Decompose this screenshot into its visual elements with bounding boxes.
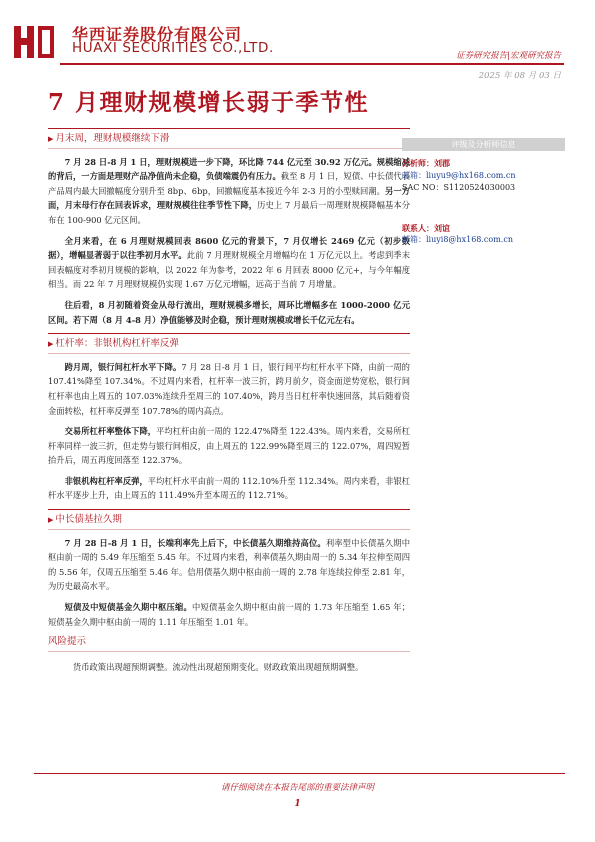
paragraph: 往后看，8 月初随着资金从母行流出，理财规模多增长，周环比增幅多在 1000-2000 亿元区间。若下周（8 月 4-8 月）净值能够及时企稳，预计理财规模或增长千亿元左右。	[48, 299, 410, 325]
header-divider	[60, 63, 564, 65]
risk-text: 货币政策出现超预期调整。流动性出现超预期变化。财政政策出现超预期调整。	[72, 661, 364, 672]
paragraph: 交易所杠杆率整体下降，平均杠杆由前一周的 122.47%降至 122.43%。周内来看，交易所杠杆率同样一波三折，但走势与银行间相反，由上周五的 122.99%降至周三的 122.07%，周四短暂抬升后，周五再度回落至 122.37%。	[48, 426, 410, 466]
analyst-email[interactable]: 邮箱：liuyu9@hx168.com.cn	[402, 170, 516, 180]
triangle-icon: ▶	[48, 135, 54, 143]
report-date: 2025 年 08 月 03 日	[478, 71, 561, 81]
paragraph: 非银机构杠杆率反弹，平均杠杆水平由前一周的 112.10%升至 112.34%。周内来看，非银杠杆水平逐步上升，由上周五的 111.49%升至本周五的 112.71%。	[48, 475, 410, 501]
section-heading: ▶ 杠杆率：非银机构杠杆率反弹	[48, 333, 410, 354]
section-heading: ▶ 中长债基拉久期	[48, 509, 410, 530]
contact-email[interactable]: 邮箱：liuyi8@hx168.com.cn	[402, 235, 513, 244]
contact-name: 联系人：刘谊	[402, 222, 450, 233]
brand-name-cn: 华西证券股份有限公司	[72, 25, 243, 44]
analyst-name: 分析师：刘郡	[402, 158, 450, 168]
triangle-icon: ▶	[48, 340, 54, 349]
brand-name-en: HUAXI SECURITIES CO.,LTD.	[72, 40, 274, 56]
sac-number: SAC NO：S1120524030003	[402, 183, 516, 192]
risk-heading: 风险提示	[48, 635, 410, 652]
analyst-sidebar	[402, 138, 565, 247]
page-number: 1	[294, 799, 301, 809]
huaxi-logo-icon	[14, 26, 54, 58]
sidebar-heading: 评级及分析师信息	[402, 138, 565, 151]
paragraph: 7 月 28 日-8 月 1 日，理财规模进一步下降，环比降 744 亿元至 30.92 万亿元。规模缩减的背后，一方面是理财产品净值尚未企稳，负债端震仍有压力。截至 8 月 1 日，短债、中长债代表产品周内最大回撤幅度分别升至 8bp、6bp，回撤幅度基本接近今年 2-3 月的小型赎回潮。另一方面，月末母行存在回表诉求，理财规模往往季节性下降，历史上 7 月最后一周理财规模降幅基本分布在 100-900 亿元区间。	[48, 156, 410, 225]
triangle-icon: ▶	[48, 516, 54, 525]
footer-divider	[34, 773, 565, 774]
page-title: 7 月理财规模增长弱于季节性	[48, 89, 370, 116]
main-content	[48, 128, 410, 674]
section-heading: ▶ 月末周，理财规模继续下滑	[48, 128, 410, 149]
paragraph: 7 月 28 日-8 月 1 日，长端利率先上后下，中长债基久期维持高位。利率型中长债基久期中枢由前一周的 5.49 年压缩至 5.45 年。不过周内来看，利率债基久期由周一的 5.34 年拉伸至周四的 5.56 年，仅周五压缩至 5.46 年。信用债基久期中枢由前一周的 2.78 年连续拉伸至 2.81 年，为历史最高水平。	[48, 537, 410, 592]
paragraph: 跨月周，银行间杠杆水平下降。7 月 28 日-8 月 1 日，银行间平均杠杆水平下降，由前一周的 107.41%降至 107.34%。不过周内来看，杠杆率一波三折，跨月前夕，资金面逆势宽松，银行间杠杆率也由上周五的 107.03%连续升至周三的 107.40%，跨月当日杠杆率快速回落，其后随着资金面转松，杠杆率反弹至 107.78%的周内高点。	[48, 361, 410, 416]
report-type: 证券研究报告|宏观研究报告	[456, 51, 561, 61]
legal-notice: 请仔细阅读在本报告尾部的重要法律声明	[220, 783, 374, 793]
paragraph: 全月来看，在 6 月理财规模回表 8600 亿元的背景下，7 月仅增长 2469 亿元（初步数据），增幅显著弱于以往季初月水平。此前 7 月理财规模全月增幅均在 1 万亿元以上。考虑到季末回表幅度对季初月规模的影响，以 2022 年为参考，2022 年 6 月回表 8000 亿元+，与今年幅度相当。而 22 年 7 月理财规模仍实现 1.67 万亿元增幅，远高于当前 7 月增量。	[48, 235, 410, 290]
paragraph: 短债及中短债基金久期中枢压缩。中短债基金久期中枢由前一周的 1.73 年压缩至 1.65 年；短债基金久期中枢由前一周的 1.11 年压缩至 1.01 年。	[48, 602, 410, 627]
